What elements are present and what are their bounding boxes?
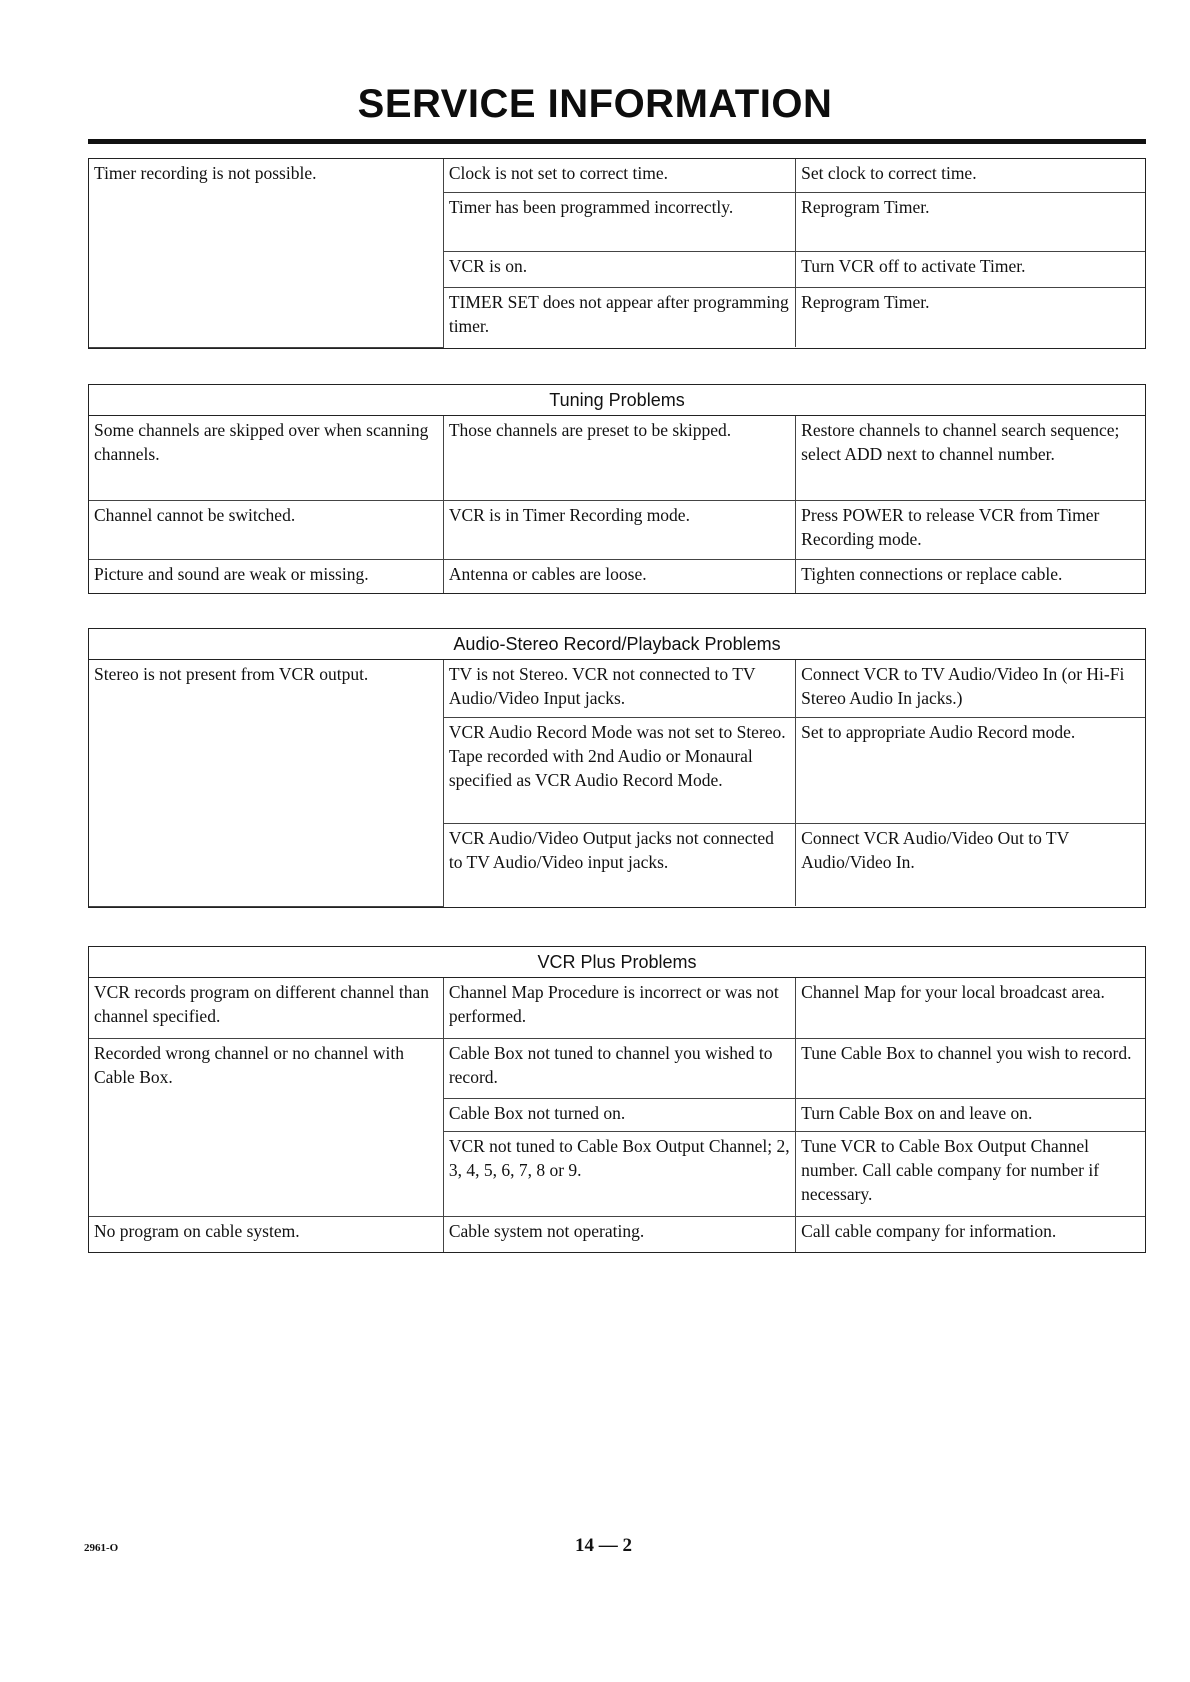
remedy-cell: Tighten connections or replace cable. [796, 559, 1145, 593]
audio-stereo-section [88, 628, 1146, 908]
remedy-cell: Set clock to correct time. [796, 159, 1145, 192]
problem-cell: Stereo is not present from VCR output. [89, 660, 443, 906]
problem-cell: Picture and sound are weak or missing. [89, 559, 443, 593]
timer-table [89, 159, 1145, 348]
table-row [89, 559, 1145, 593]
timer-section [88, 158, 1146, 349]
cause-cell: Antenna or cables are loose. [443, 559, 795, 593]
cause-cell: VCR is on. [443, 251, 795, 287]
remedy-cell: Tune VCR to Cable Box Output Channel number. Call cable company for number if necessary. [796, 1131, 1145, 1216]
remedy-cell: Reprogram Timer. [796, 287, 1145, 347]
cause-cell: VCR is in Timer Recording mode. [443, 500, 795, 559]
cause-cell: TV is not Stereo. VCR not connected to TV Audio/Video Input jacks. [443, 660, 795, 717]
remedy-cell: Call cable company for information. [796, 1216, 1145, 1252]
table-row [89, 1038, 1145, 1098]
page-number: 14 — 2 [575, 1535, 632, 1556]
problem-cell: Timer recording is not possible. [89, 159, 443, 347]
problem-cell: Recorded wrong channel or no channel with Cable Box. [89, 1038, 443, 1216]
remedy-cell: Connect VCR Audio/Video Out to TV Audio/Video In. [796, 823, 1145, 906]
cause-cell: Those channels are preset to be skipped. [443, 416, 795, 500]
cause-cell: Cable Box not turned on. [443, 1098, 795, 1131]
remedy-cell: Turn VCR off to activate Timer. [796, 251, 1145, 287]
document-code: 2961-O [84, 1542, 119, 1554]
cause-cell: VCR Audio Record Mode was not set to Stereo. Tape recorded with 2nd Audio or Monaural specified as VCR Audio Record Mode. [443, 717, 795, 823]
remedy-cell: Restore channels to channel search sequence; select ADD next to channel number. [796, 416, 1145, 500]
vcr-plus-table [89, 978, 1145, 1252]
cause-cell: Clock is not set to correct time. [443, 159, 795, 192]
title-rule [88, 139, 1146, 144]
problem-cell: VCR records program on different channel than channel specified. [89, 978, 443, 1038]
cause-cell: TIMER SET does not appear after programming timer. [443, 287, 795, 347]
remedy-cell: Channel Map for your local broadcast area. [796, 978, 1145, 1038]
problem-cell: Channel cannot be switched. [89, 500, 443, 559]
table-row [89, 660, 1145, 717]
page-title: SERVICE INFORMATION [357, 82, 833, 126]
problem-cell: Some channels are skipped over when scanning channels. [89, 416, 443, 500]
table-row [89, 1216, 1145, 1252]
cause-cell: Cable Box not tuned to channel you wished to record. [443, 1038, 795, 1098]
tuning-section [88, 384, 1146, 594]
table-row [89, 978, 1145, 1038]
remedy-cell: Tune Cable Box to channel you wish to record. [796, 1038, 1145, 1098]
table-row [89, 500, 1145, 559]
tuning-table [89, 416, 1145, 593]
cause-cell: Timer has been programmed incorrectly. [443, 192, 795, 251]
table-row [89, 416, 1145, 500]
remedy-cell: Press POWER to release VCR from Timer Recording mode. [796, 500, 1145, 559]
section-heading: VCR Plus Problems [89, 947, 1145, 978]
vcr-plus-section [88, 946, 1146, 1253]
section-heading: Tuning Problems [89, 385, 1145, 416]
audio-stereo-table [89, 660, 1145, 907]
remedy-cell: Connect VCR to TV Audio/Video In (or Hi-Fi Stereo Audio In jacks.) [796, 660, 1145, 717]
remedy-cell: Turn Cable Box on and leave on. [796, 1098, 1145, 1131]
cause-cell: Cable system not operating. [443, 1216, 795, 1252]
remedy-cell: Set to appropriate Audio Record mode. [796, 717, 1145, 823]
cause-cell: Channel Map Procedure is incorrect or was not performed. [443, 978, 795, 1038]
table-row [89, 159, 1145, 192]
section-heading: Audio-Stereo Record/Playback Problems [89, 629, 1145, 660]
cause-cell: VCR not tuned to Cable Box Output Channel; 2, 3, 4, 5, 6, 7, 8 or 9. [443, 1131, 795, 1216]
problem-cell: No program on cable system. [89, 1216, 443, 1252]
cause-cell: VCR Audio/Video Output jacks not connected to TV Audio/Video input jacks. [443, 823, 795, 906]
remedy-cell: Reprogram Timer. [796, 192, 1145, 251]
